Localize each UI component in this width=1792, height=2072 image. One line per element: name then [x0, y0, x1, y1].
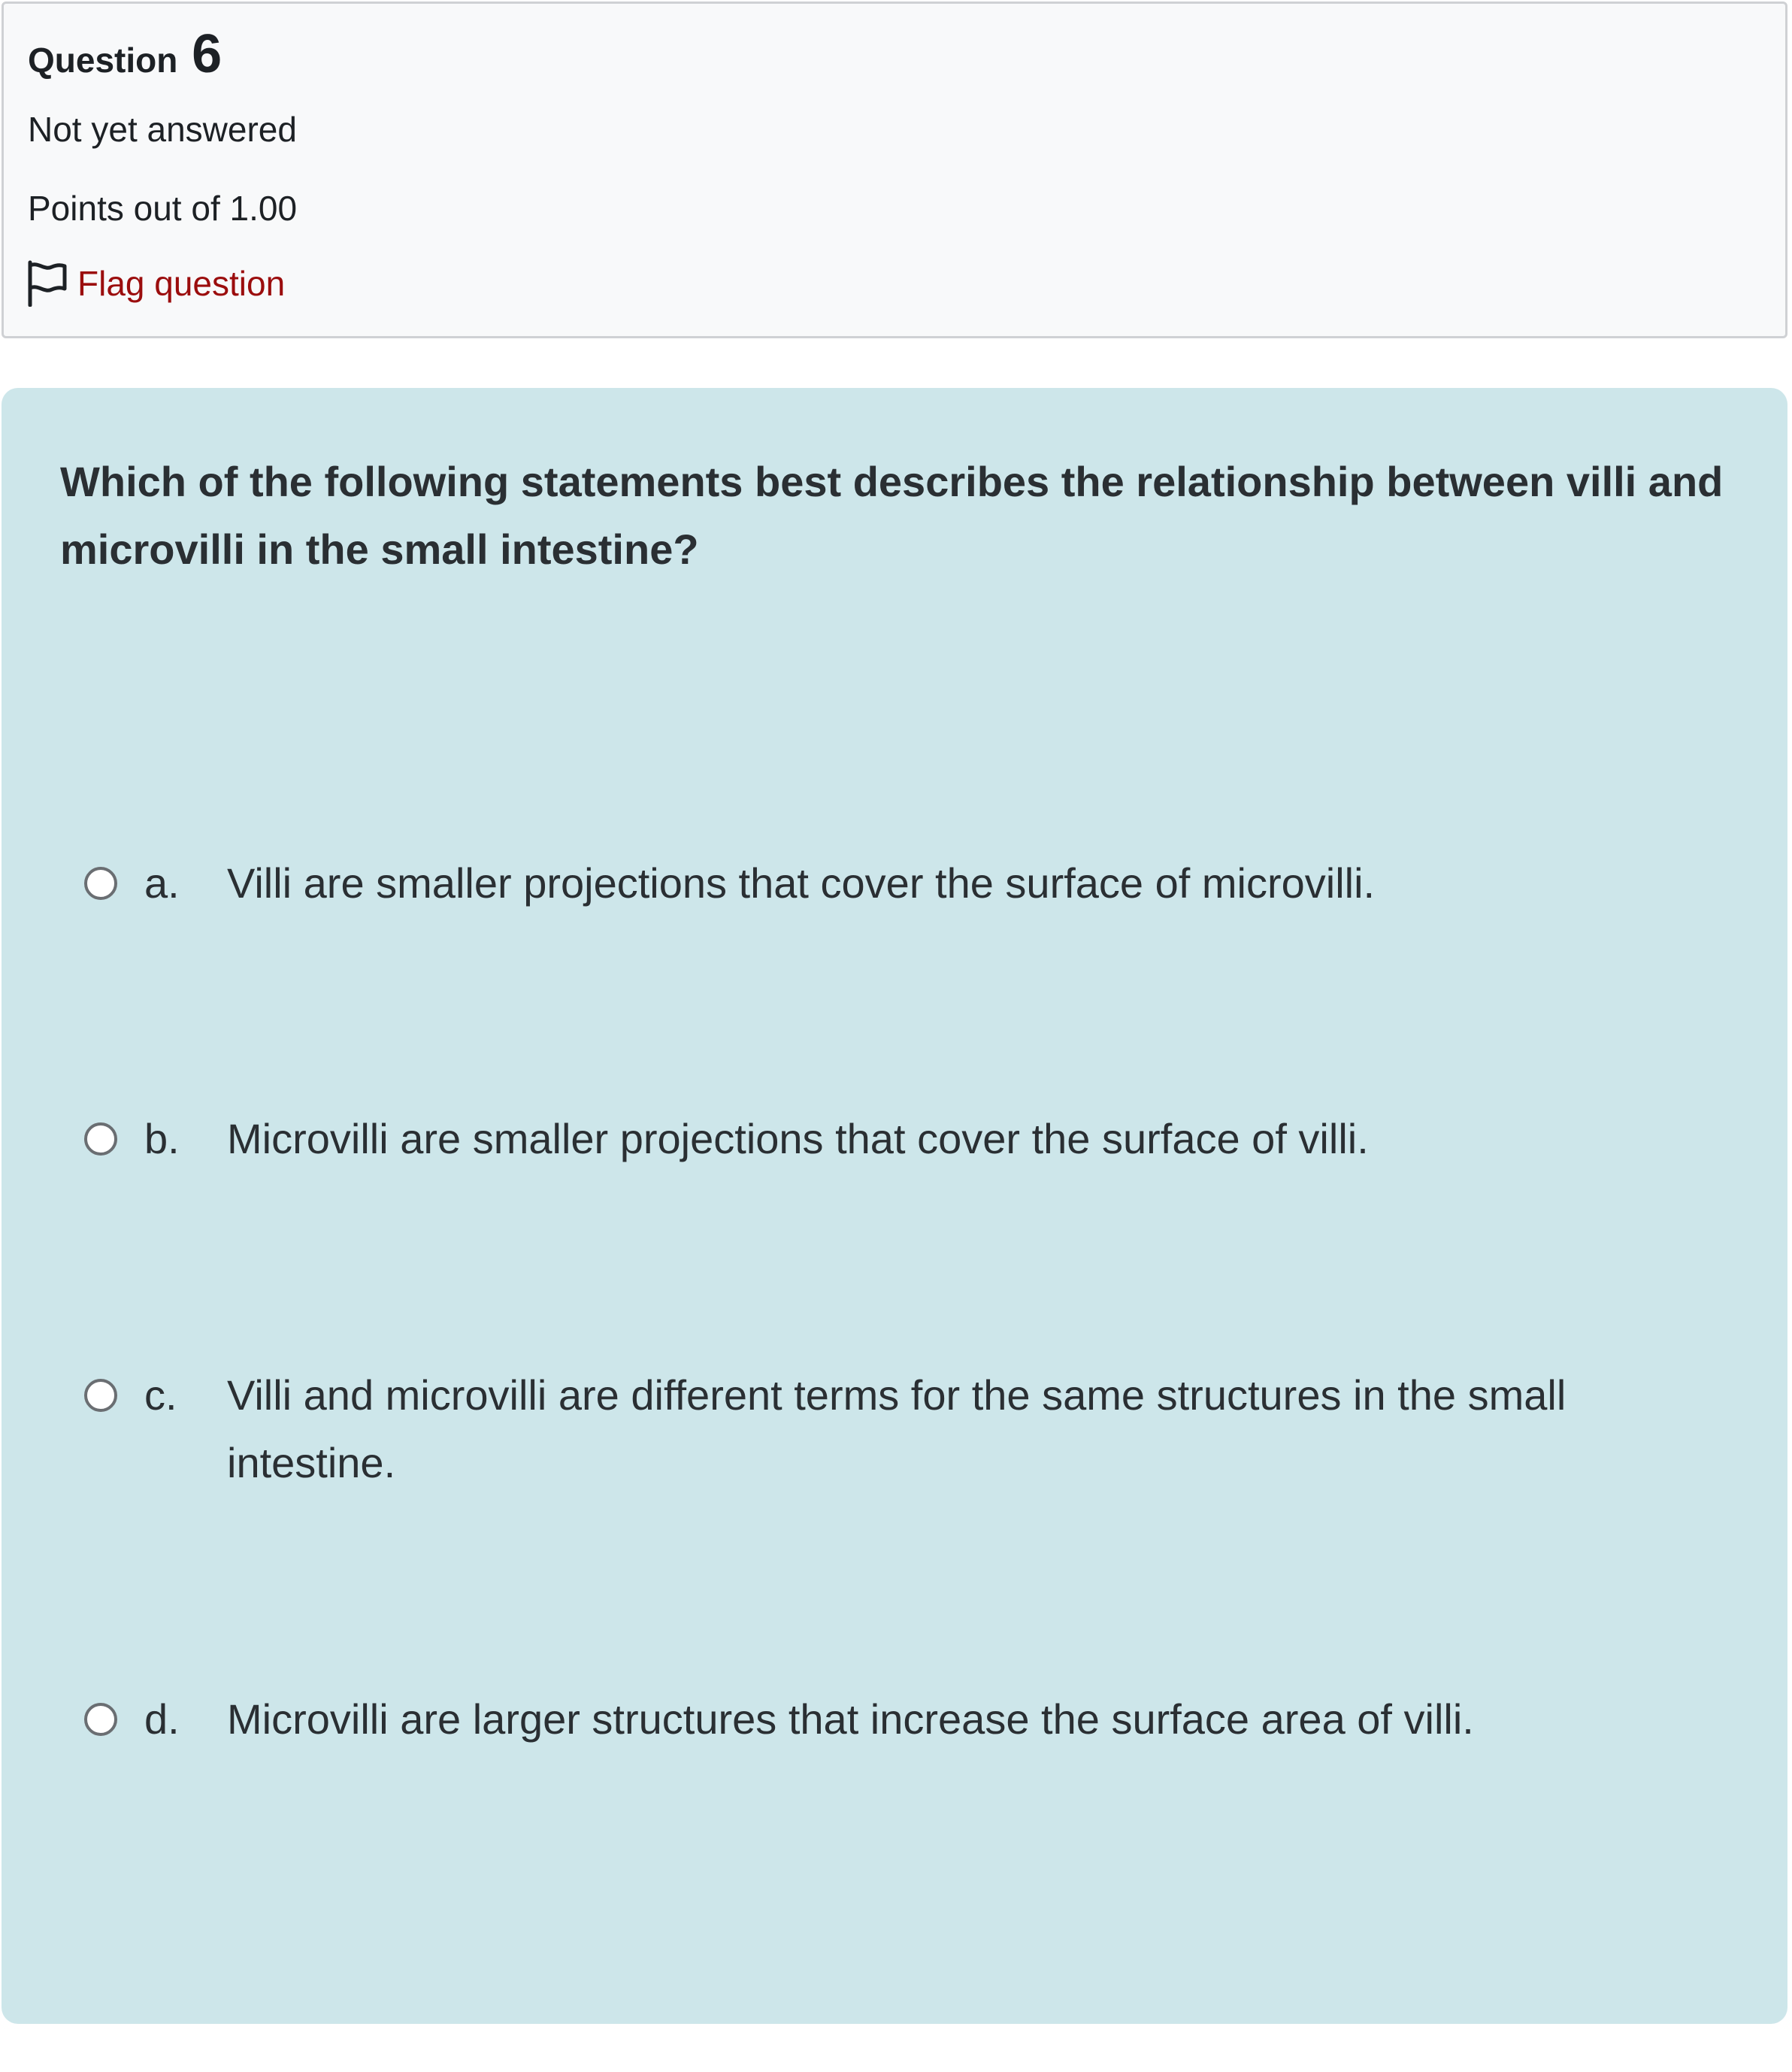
question-info-panel: [2, 2, 1787, 338]
question-state: Not yet answered: [28, 110, 297, 149]
flag-outline-icon: [26, 260, 68, 307]
answer-option-a[interactable]: [84, 850, 1738, 917]
radio-button-b[interactable]: [84, 1122, 117, 1156]
flag-question-label[interactable]: Flag question: [77, 264, 286, 303]
question-number: 6: [192, 24, 222, 84]
answer-text[interactable]: Microvilli are smaller projections that cover the surface of villi.: [227, 1115, 1369, 1162]
question-heading: [28, 20, 222, 94]
question-text: Which of the following statements best describes the relationship between villi and microvilli in the small intestine?: [60, 458, 1724, 573]
question-label: Question: [28, 41, 178, 80]
answer-letter: d.: [144, 1695, 180, 1743]
answer-text[interactable]: Villi are smaller projections that cover the surface of microvilli.: [227, 859, 1376, 907]
radio-button-d[interactable]: [84, 1703, 117, 1736]
answer-text[interactable]: Villi and microvilli are different terms for the same structures in the small intestine.: [227, 1371, 1566, 1486]
answer-letter: a.: [144, 859, 180, 907]
question-grade: Points out of 1.00: [28, 189, 298, 228]
answer-letter: c.: [144, 1371, 177, 1419]
answer-option-d[interactable]: [84, 1686, 1738, 1753]
answer-letter: b.: [144, 1115, 180, 1162]
radio-button-a[interactable]: [84, 867, 117, 900]
question-content-panel: [2, 388, 1787, 2024]
answer-text[interactable]: Microvilli are larger structures that increase the surface area of villi.: [227, 1695, 1474, 1743]
flag-question-link[interactable]: [26, 259, 285, 307]
answer-option-c[interactable]: [84, 1362, 1738, 1497]
answer-option-b[interactable]: [84, 1105, 1738, 1173]
radio-button-c[interactable]: [84, 1379, 117, 1412]
